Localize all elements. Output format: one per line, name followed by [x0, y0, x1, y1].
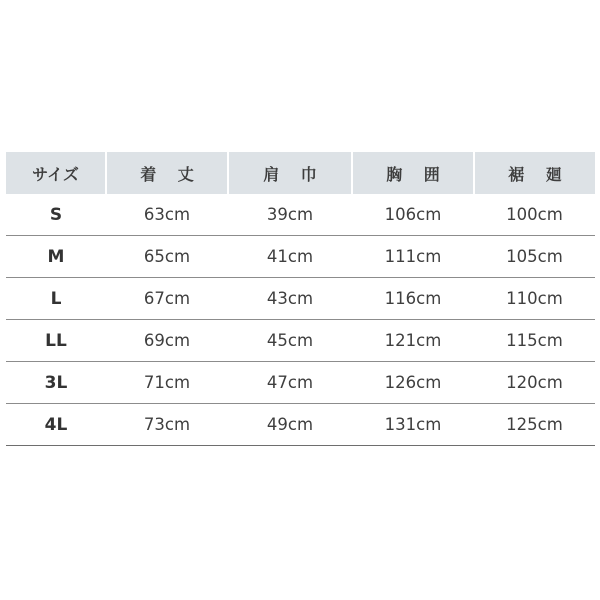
table-row	[6, 404, 595, 446]
chest-cell: 126cm	[352, 362, 474, 404]
shoulder-cell: 43cm	[228, 278, 352, 320]
length-cell: 69cm	[106, 320, 228, 362]
hem-cell: 100cm	[474, 194, 595, 236]
chest-cell: 106cm	[352, 194, 474, 236]
shoulder-cell: 47cm	[228, 362, 352, 404]
size-label: 3L	[6, 362, 106, 404]
header-hem: 裾 廻	[474, 152, 595, 194]
hem-cell: 115cm	[474, 320, 595, 362]
table-body	[6, 194, 595, 446]
shoulder-cell: 39cm	[228, 194, 352, 236]
table-row	[6, 278, 595, 320]
hem-cell: 125cm	[474, 404, 595, 446]
header-row	[6, 152, 595, 194]
size-label: S	[6, 194, 106, 236]
table-row	[6, 236, 595, 278]
hem-cell: 120cm	[474, 362, 595, 404]
shoulder-cell: 45cm	[228, 320, 352, 362]
length-cell: 73cm	[106, 404, 228, 446]
shoulder-cell: 41cm	[228, 236, 352, 278]
size-label: L	[6, 278, 106, 320]
table-header	[6, 152, 595, 194]
table-row	[6, 320, 595, 362]
header-chest: 胸 囲	[352, 152, 474, 194]
hem-cell: 110cm	[474, 278, 595, 320]
length-cell: 65cm	[106, 236, 228, 278]
chest-cell: 116cm	[352, 278, 474, 320]
header-shoulder-width: 肩 巾	[228, 152, 352, 194]
header-length: 着 丈	[106, 152, 228, 194]
length-cell: 67cm	[106, 278, 228, 320]
table-row	[6, 194, 595, 236]
header-size: サイズ	[6, 152, 106, 194]
hem-cell: 105cm	[474, 236, 595, 278]
chest-cell: 131cm	[352, 404, 474, 446]
chest-cell: 111cm	[352, 236, 474, 278]
size-label: M	[6, 236, 106, 278]
size-chart-table	[6, 152, 595, 446]
chest-cell: 121cm	[352, 320, 474, 362]
length-cell: 63cm	[106, 194, 228, 236]
size-label: LL	[6, 320, 106, 362]
table-row	[6, 362, 595, 404]
size-label: 4L	[6, 404, 106, 446]
shoulder-cell: 49cm	[228, 404, 352, 446]
length-cell: 71cm	[106, 362, 228, 404]
